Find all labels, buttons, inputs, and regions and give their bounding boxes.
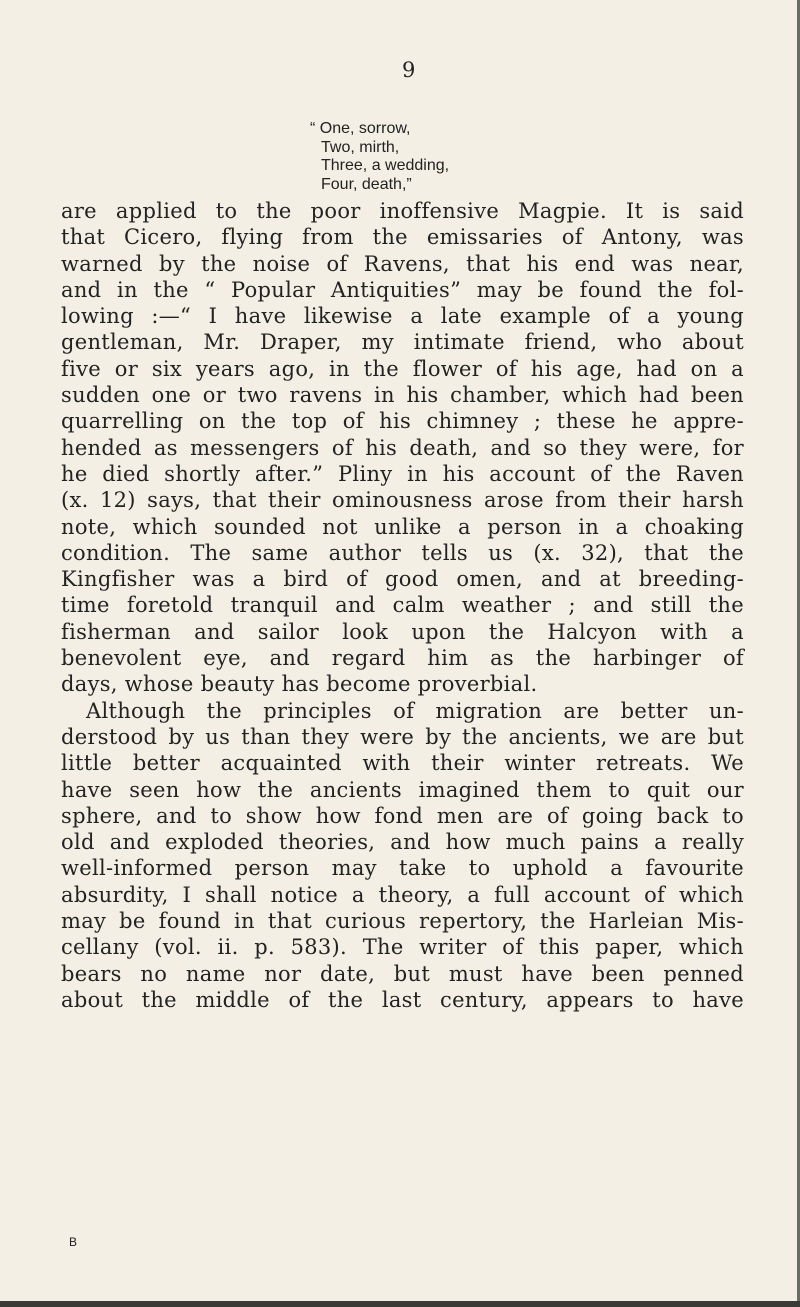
text-line: and in the “ Popular Antiquities” may be found the fol- <box>61 277 744 302</box>
text-line: Although the principles of migration are better un- <box>86 698 744 723</box>
text-line: benevolent eye, and regard him as the harbinger of <box>61 646 744 671</box>
text-line: are applied to the poor inoffensive Magpie. It is said <box>61 199 744 223</box>
text-line: little better acquainted with their winter retreats. We <box>61 751 744 776</box>
verse-line: “ One, sorrow, <box>310 120 411 137</box>
text-line: warned by the noise of Ravens, that his end was near, <box>61 251 744 276</box>
text-line: lowing :—“ I have likewise a late example of a young <box>61 304 744 329</box>
text-line: derstood by us than they were by the ancients, we are but <box>61 724 744 749</box>
text-line: about the middle of the last century, appears to have <box>61 987 744 1012</box>
text-line: five or six years ago, in the flower of his age, had on a <box>61 356 744 381</box>
text-line: days, whose beauty has become proverbial. <box>61 672 538 697</box>
text-line: hended as messengers of his death, and so they were, for <box>61 435 744 460</box>
text-line: well-informed person may take to uphold a favourite <box>61 856 744 881</box>
signature-mark: B <box>69 1235 78 1249</box>
verse-line: Four, death,” <box>321 175 412 193</box>
text-line: condition. The same author tells us (x. 32), that the <box>61 540 744 565</box>
page-bottom-edge <box>0 1301 800 1307</box>
verse-quotation <box>310 120 449 194</box>
text-line: sphere, and to show how fond men are of going back to <box>61 803 744 828</box>
text-line: quarrelling on the top of his chimney ; these he appre- <box>61 409 744 434</box>
text-line: time foretold tranquil and calm weather ; and still the <box>61 593 744 618</box>
text-line: fisherman and sailor look upon the Halcyon with a <box>61 619 744 644</box>
text-line: gentleman, Mr. Draper, my intimate friend, who about <box>61 330 744 355</box>
verse-line: Two, mirth, <box>321 138 400 156</box>
page-number: 9 <box>402 58 416 82</box>
verse-line: Three, a wedding, <box>321 157 450 174</box>
text-line: that Cicero, flying from the emissaries of Antony, was <box>61 225 744 250</box>
text-line: may be found in that curious repertory, the Harleian Mis- <box>61 909 744 934</box>
text-line: absurdity, I shall notice a theory, a full account of which <box>61 882 744 907</box>
text-line: have seen how the ancients imagined them to quit our <box>61 777 744 802</box>
text-line: (x. 12) says, that their ominousness arose from their harsh <box>61 488 744 513</box>
text-line: note, which sounded not unlike a person in a choaking <box>61 514 744 539</box>
body-text <box>61 198 744 1013</box>
text-line: old and exploded theories, and how much pains a really <box>61 830 744 855</box>
text-line: Kingfisher was a bird of good omen, and at breeding- <box>61 567 744 592</box>
text-line: bears no name nor date, but must have been penned <box>61 961 744 986</box>
text-line: sudden one or two ravens in his chamber, which had been <box>61 383 744 408</box>
text-line: cellany (vol. ii. p. 583). The writer of this paper, which <box>61 935 744 960</box>
text-line: he died shortly after.” Pliny in his account of the Raven <box>61 461 744 486</box>
